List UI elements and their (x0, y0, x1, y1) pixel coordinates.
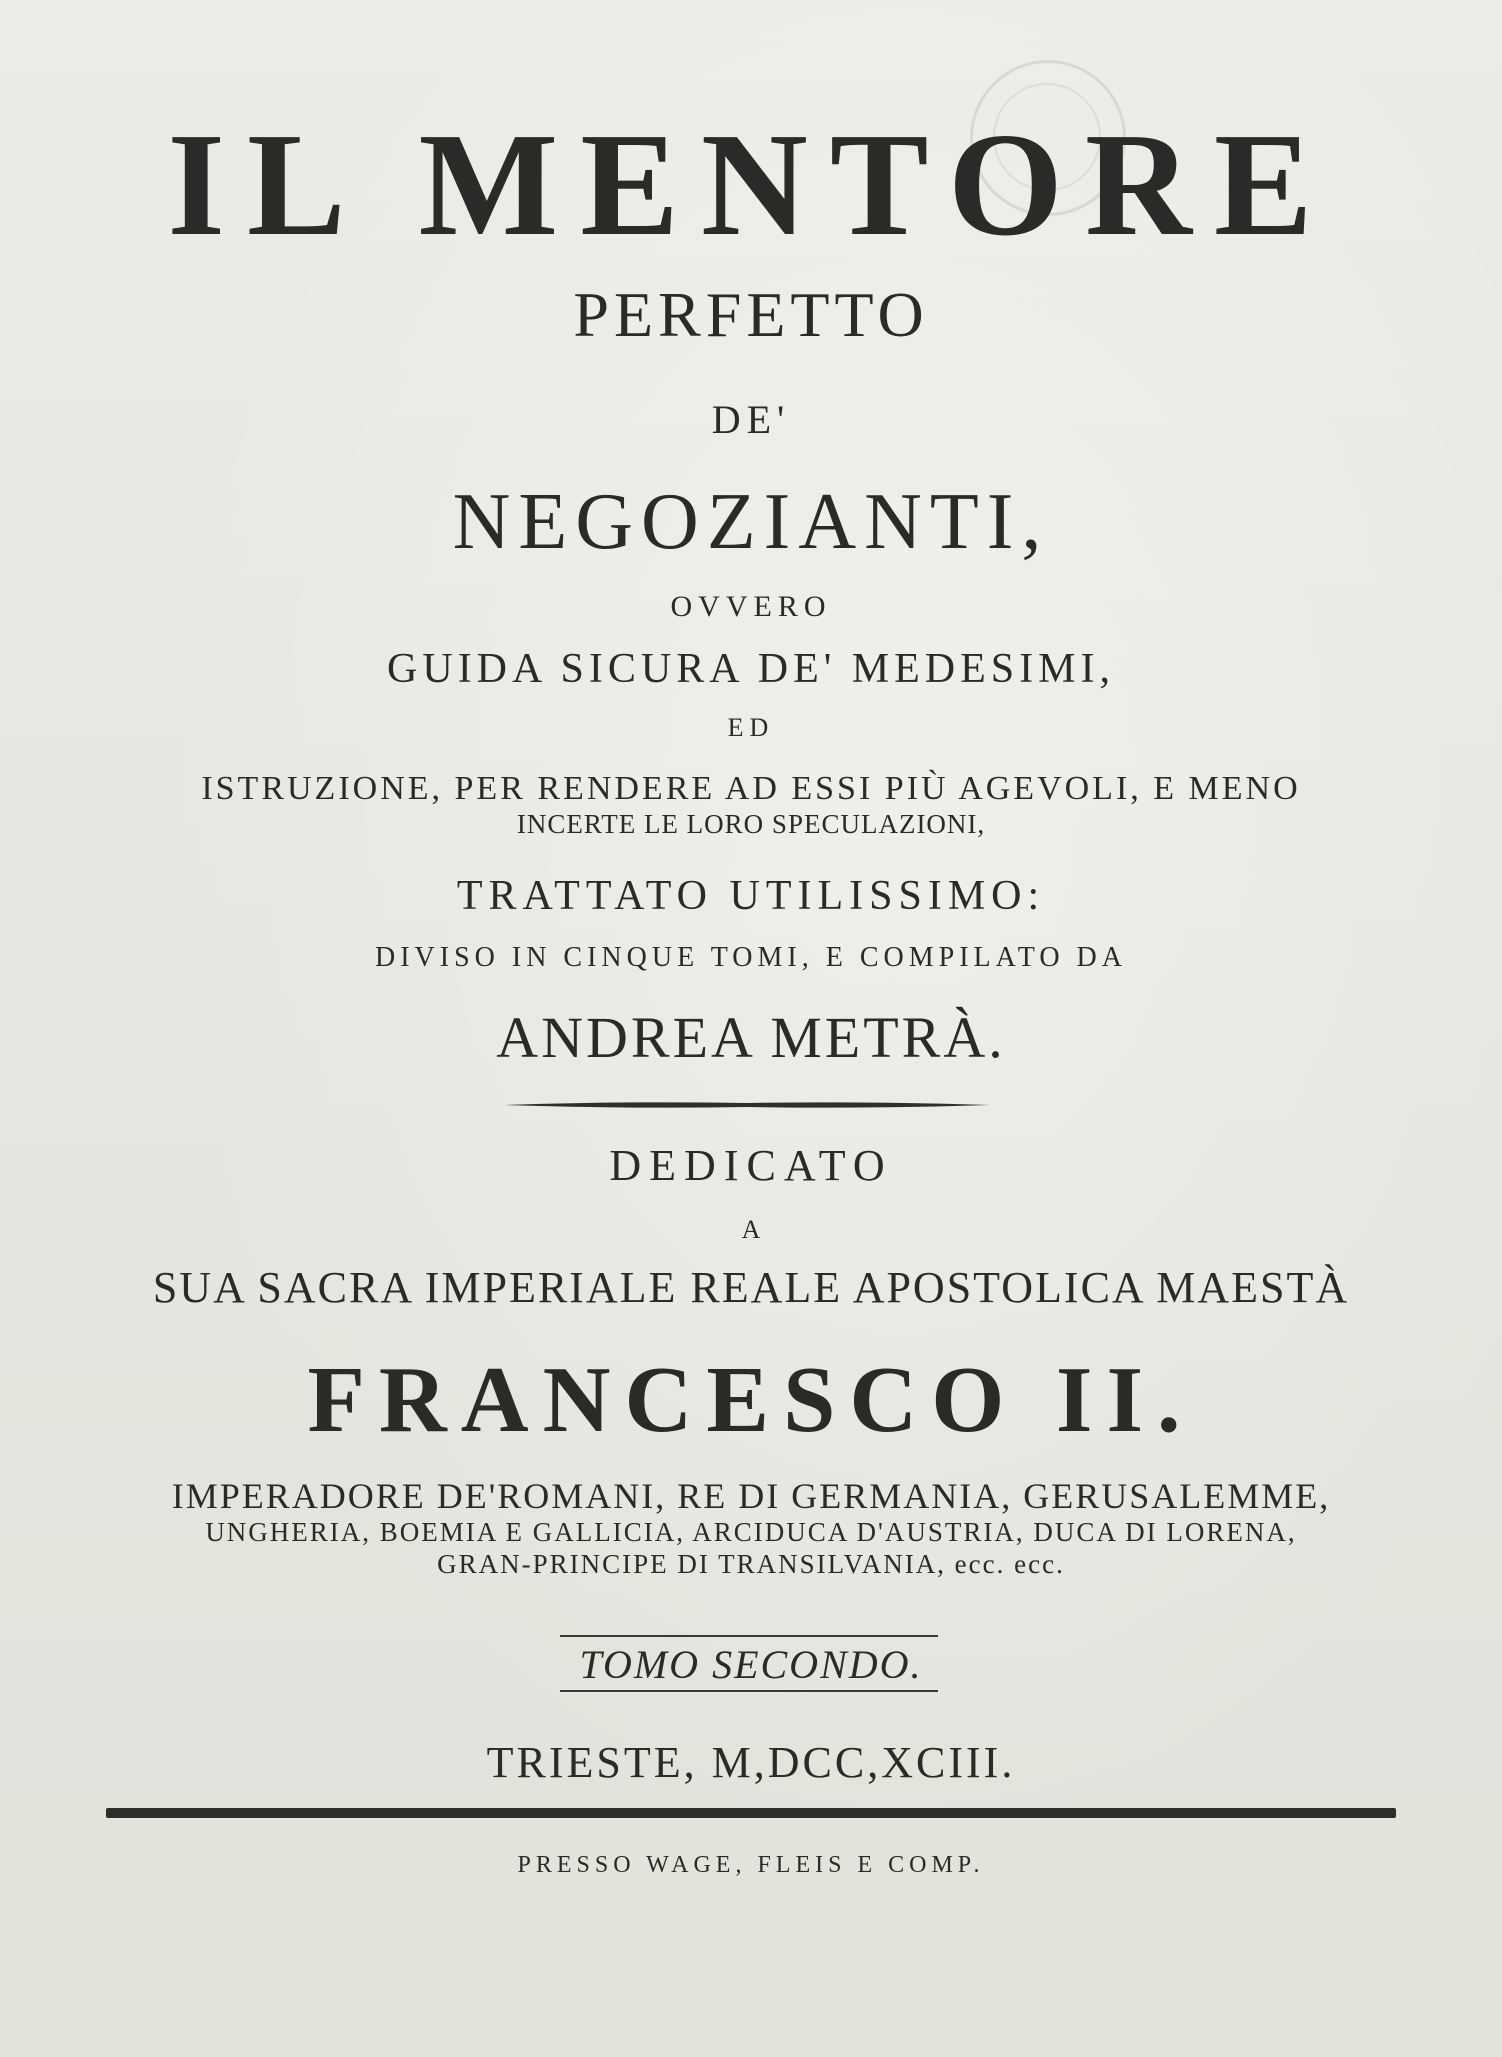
imprint-line: TRIESTE, M,DCC,XCIII. (486, 1738, 1016, 1787)
author-name: ANDREA METRÀ. (496, 1005, 1006, 1070)
ovvero-line: OVVERO (670, 590, 832, 623)
imprint-rule (106, 1808, 1396, 1818)
titles-line-1: IMPERADORE DE'ROMANI, RE DI GERMANIA, GERUSALEMME, (171, 1476, 1331, 1516)
titles-line-3: GRAN-PRINCIPE DI TRANSILVANIA, ecc. ecc. (437, 1549, 1065, 1579)
emperor-name: FRANCESCO II. (307, 1348, 1195, 1452)
guida-line: GUIDA SICURA DE' MEDESIMI, (387, 646, 1115, 692)
ed-line: ED (727, 713, 775, 742)
ornamental-rule (505, 1100, 990, 1110)
istruzione-line-2: INCERTE LE LORO SPECULAZIONI, (516, 809, 986, 839)
book-title: IL MENTORE (167, 103, 1335, 267)
subtitle-negozianti: NEGOZIANTI, (452, 478, 1050, 566)
titles-line-2: UNGHERIA, BOEMIA E GALLICIA, ARCIDUCA D'AUSTRIA, DUCA DI LORENA, (205, 1517, 1297, 1547)
subtitle-perfetto: PERFETTO (573, 279, 929, 350)
maesta-line: SUA SACRA IMPERIALE REALE APOSTOLICA MAESTÀ (152, 1263, 1350, 1312)
volume-rule-top (560, 1635, 938, 1637)
trattato-line: TRATTATO UTILISSIMO: (456, 873, 1046, 919)
volume-label: TOMO SECONDO. (579, 1642, 923, 1687)
dedicato-line: DEDICATO (609, 1141, 893, 1190)
printer-line: PRESSO WAGE, FLEIS E COMP. (517, 1852, 985, 1878)
subtitle-de: DE' (711, 397, 791, 442)
istruzione-line-1: ISTRUZIONE, PER RENDERE AD ESSI PIÙ AGEVOLI, E MENO (201, 770, 1301, 807)
volume-rule-bottom (560, 1690, 938, 1692)
diviso-line: DIVISO IN CINQUE TOMI, E COMPILATO DA (375, 942, 1127, 973)
a-line: A (741, 1215, 761, 1244)
